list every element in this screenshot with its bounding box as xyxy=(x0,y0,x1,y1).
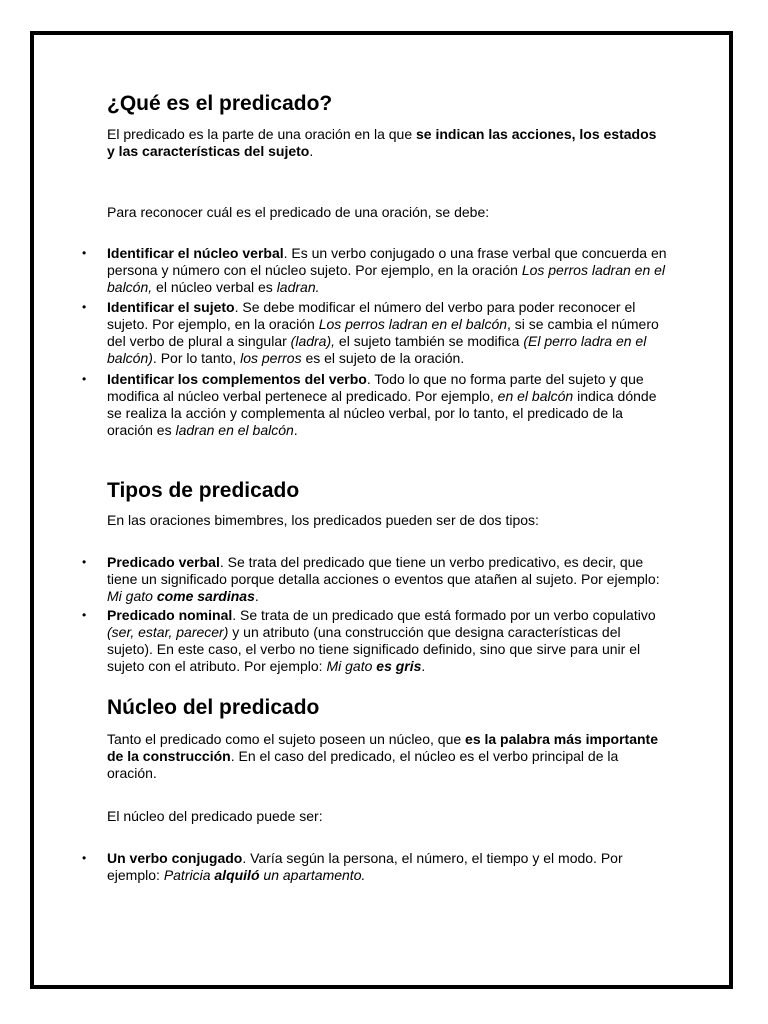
tipos-intro: En las oraciones bimembres, los predicados pueden ser de dos tipos: xyxy=(107,512,539,528)
page-border xyxy=(30,31,733,989)
definition-paragraph: El predicado es la parte de una oración en la que se indican las acciones, los estados y las características del sujeto. xyxy=(107,126,657,159)
bullet-icon: • xyxy=(82,246,87,260)
heading-que-es-el-predicado: ¿Qué es el predicado? xyxy=(107,92,333,115)
list-item-complementos: • Identificar los complementos del verbo. Todo lo que no forma parte del sujeto y que modifica al núcleo verbal pertenece al predicado. Por ejemplo, en el balcón indica dónde se realiza la acción y complementa al núcleo verbal, por lo tanto, el predicado de la oración es ladran en el balcón. xyxy=(82,371,657,438)
steps-intro: Para reconocer cuál es el predicado de una oración, se debe: xyxy=(107,204,490,220)
list-item-predicado-verbal: • Predicado verbal. Se trata del predicado que tiene un verbo predicativo, es decir, que tiene un significado porque detalla acciones o eventos que atañen al sujeto. Por ejemplo: Mi gato come sardinas. xyxy=(82,554,660,604)
list-item-nucleo-verbal: • Identificar el núcleo verbal. Es un verbo conjugado o una frase verbal que concuerda en persona y número con el núcleo sujeto. Por ejemplo, en la oración Los perros ladran en el balcón, el núcleo verbal es ladran. xyxy=(82,245,667,295)
nucleo-paragraph: Tanto el predicado como el sujeto poseen un núcleo, que es la palabra más importante de la construcción. En el caso del predicado, el núcleo es el verbo principal de la oración. xyxy=(107,731,658,781)
nucleo-lead: El núcleo del predicado puede ser: xyxy=(107,808,323,824)
bullet-icon: • xyxy=(82,608,87,622)
bullet-icon: • xyxy=(82,851,87,865)
heading-nucleo-del-predicado: Núcleo del predicado xyxy=(107,696,320,719)
list-item-verbo-conjugado: • Un verbo conjugado. Varía según la persona, el número, el tiempo y el modo. Por ejemplo: Patricia alquiló un apartamento. xyxy=(82,850,623,883)
list-item-predicado-nominal: • Predicado nominal. Se trata de un predicado que está formado por un verbo copulativo (ser, estar, parecer) y un atributo (una construcción que designa características del sujeto). En este caso, el verbo no tiene significado definido, sino que sirve para unir el sujeto con el atributo. Por ejemplo: Mi gato es gris. xyxy=(82,607,656,674)
heading-tipos-de-predicado: Tipos de predicado xyxy=(107,479,300,502)
list-item-sujeto: • Identificar el sujeto. Se debe modificar el número del verbo para poder reconocer el sujeto. Por ejemplo, en la oración Los perros ladran en el balcón, si se cambia el número del verbo de plural a singular (ladra), el sujeto también se modifica (El perro ladra en el balcón). Por lo tanto, los perros es el sujeto de la oración. xyxy=(82,299,659,366)
bullet-icon: • xyxy=(82,555,87,569)
bullet-icon: • xyxy=(82,300,87,314)
bullet-icon: • xyxy=(82,372,87,386)
